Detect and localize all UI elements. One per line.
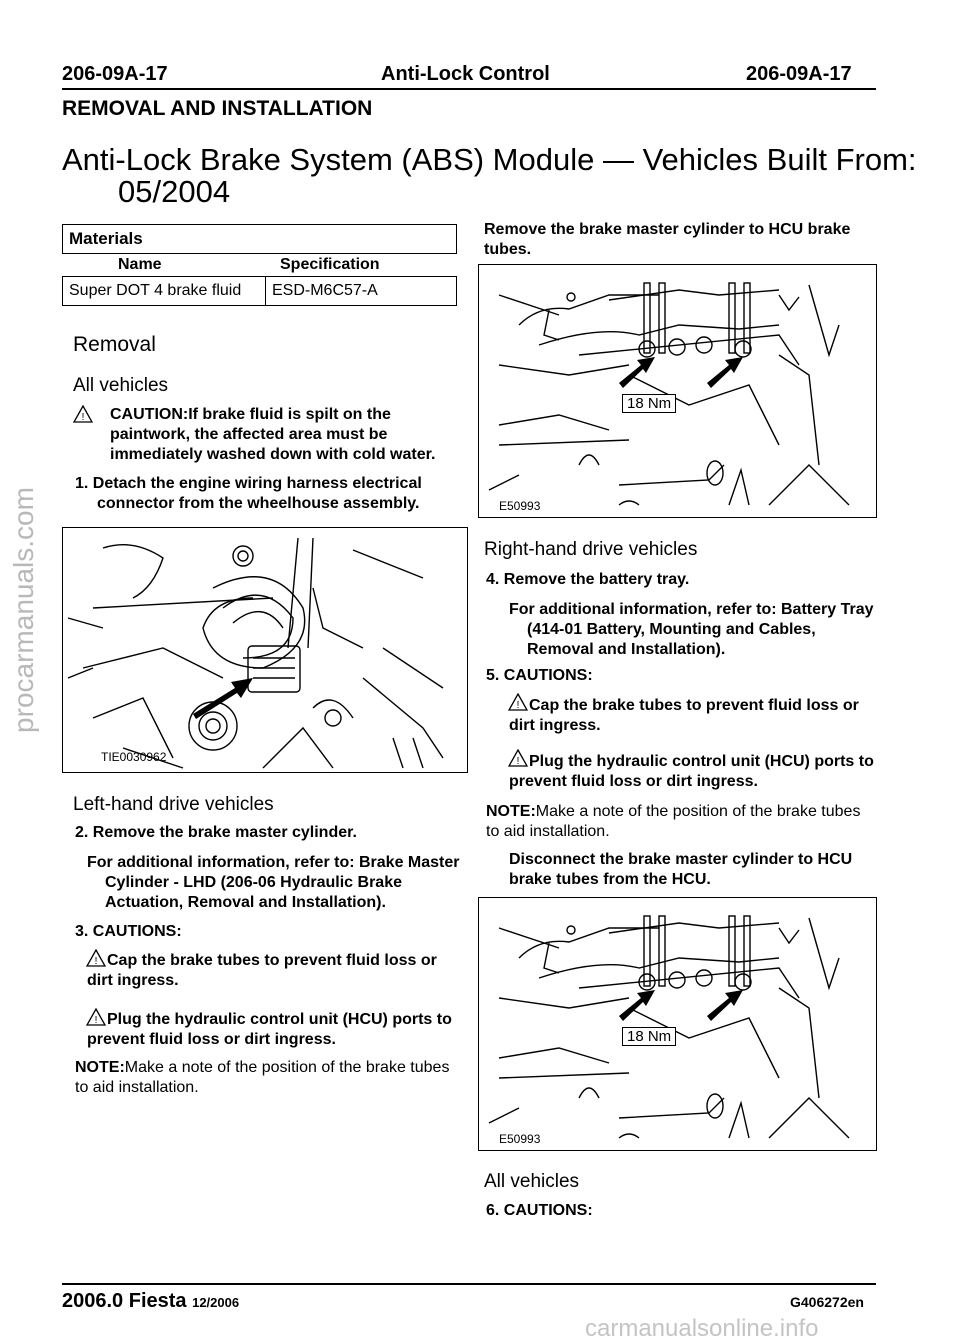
materials-header-row — [62, 254, 457, 276]
figure-label: E50993 — [499, 1132, 541, 1146]
watermark-side — [0, 450, 48, 770]
svg-text:!: ! — [516, 700, 520, 711]
procedure-title-date: 05/2004 — [118, 174, 231, 209]
step-4-info: For additional information, refer to: Battery Tray (414-01 Battery, Mounting and Cables, Removal and Installation). — [509, 601, 874, 658]
footer-model-name: 2006.0 Fiesta — [62, 1290, 187, 1312]
subheading-lhd: Left-hand drive vehicles — [73, 794, 274, 815]
step-5: 5. CAUTIONS: — [486, 667, 593, 684]
step-1: 1. Detach the engine wiring harness electrical connector from the wheelhouse assembly. — [75, 475, 422, 512]
svg-text:!: ! — [94, 956, 98, 967]
col-name: Name — [118, 256, 162, 273]
col-specification: Specification — [280, 256, 380, 273]
caution-plug-hcu: Plug the hydraulic control unit (HCU) ports to prevent fluid loss or dirt ingress. — [87, 1011, 452, 1048]
caution-cap-tubes: Cap the brake tubes to prevent fluid loss or dirt ingress. — [509, 697, 859, 734]
subheading-rhd: Right-hand drive vehicles — [484, 539, 698, 560]
procedure-title: Anti-Lock Brake System (ABS) Module — Vehicles Built From: — [62, 142, 917, 177]
header-page-right: 206-09A-17 — [746, 63, 852, 85]
material-spec: ESD-M6C57-A — [272, 282, 378, 299]
subheading-all-vehicles-2: All vehicles — [484, 1171, 580, 1192]
header-page-left: 206-09A-17 — [62, 63, 168, 85]
table-row — [62, 276, 457, 306]
caution-cap-tubes: Cap the brake tubes to prevent fluid loss or dirt ingress. — [87, 952, 437, 989]
step-6: 6. CAUTIONS: — [486, 1202, 593, 1219]
subheading-all-vehicles: All vehicles — [73, 375, 169, 396]
note-tube-positions — [486, 802, 876, 842]
torque-label: 18 Nm — [622, 1027, 676, 1046]
svg-text:!: ! — [516, 756, 520, 767]
watermark-side-text: procarmanuals.com — [8, 487, 39, 733]
header-rule — [62, 88, 876, 90]
remove-tubes-instruction: Remove the brake master cylinder to HCU brake tubes. — [484, 221, 851, 258]
footer-rule — [62, 1283, 876, 1285]
figure-hcu-tubes-drawing — [479, 265, 876, 517]
figure-wiring-connector — [62, 527, 468, 773]
footer-date: 12/2006 — [192, 1295, 240, 1310]
watermark-bottom: carmanualsonline.info — [585, 1315, 819, 1342]
figure-label: E50993 — [499, 499, 541, 513]
heading-removal: Removal — [73, 333, 156, 356]
figure-label: TIE0030962 — [101, 750, 167, 764]
step-2-info: For additional information, refer to: Brake Master Cylinder - LHD (206-06 Hydraulic Brake Actuation, Removal and Installation). — [87, 854, 460, 911]
figure-hcu-tubes — [478, 264, 877, 518]
header-chapter-title: Anti-Lock Control — [381, 63, 550, 85]
step-3: 3. CAUTIONS: — [75, 923, 182, 940]
figure-hcu-tubes-2 — [478, 897, 877, 1151]
torque-label: 18 Nm — [622, 394, 676, 413]
caution-paintwork: CAUTION:If brake fluid is spilt on the paintwork, the affected area must be immediately washed down with cold water. — [110, 406, 436, 463]
svg-text:!: ! — [94, 1015, 98, 1026]
figure-hcu-tubes-2-drawing — [479, 898, 876, 1150]
caution-plug-hcu: Plug the hydraulic control unit (HCU) ports to prevent fluid loss or dirt ingress. — [509, 753, 874, 790]
footer-code: G406272en — [790, 1294, 864, 1310]
materials-table — [62, 224, 457, 306]
figure-wiring-connector-drawing — [63, 528, 467, 772]
note-label: NOTE: — [486, 803, 536, 820]
note-label: NOTE: — [75, 1059, 125, 1076]
section-title: REMOVAL AND INSTALLATION — [62, 97, 373, 120]
step-2: 2. Remove the brake master cylinder. — [75, 824, 357, 841]
note-tube-positions — [75, 1058, 461, 1098]
note-text: Make a note of the position of the brake tubes to aid installation. — [486, 803, 861, 840]
material-name: Super DOT 4 brake fluid — [63, 277, 266, 305]
note-text: Make a note of the position of the brake tubes to aid installation. — [75, 1059, 450, 1096]
step-4: 4. Remove the battery tray. — [486, 571, 690, 588]
materials-heading: Materials — [62, 224, 457, 254]
footer-model — [62, 1290, 239, 1313]
warning-icon — [73, 405, 97, 428]
svg-text:!: ! — [81, 412, 85, 423]
disconnect-instruction: Disconnect the brake master cylinder to HCU brake tubes from the HCU. — [509, 851, 853, 888]
